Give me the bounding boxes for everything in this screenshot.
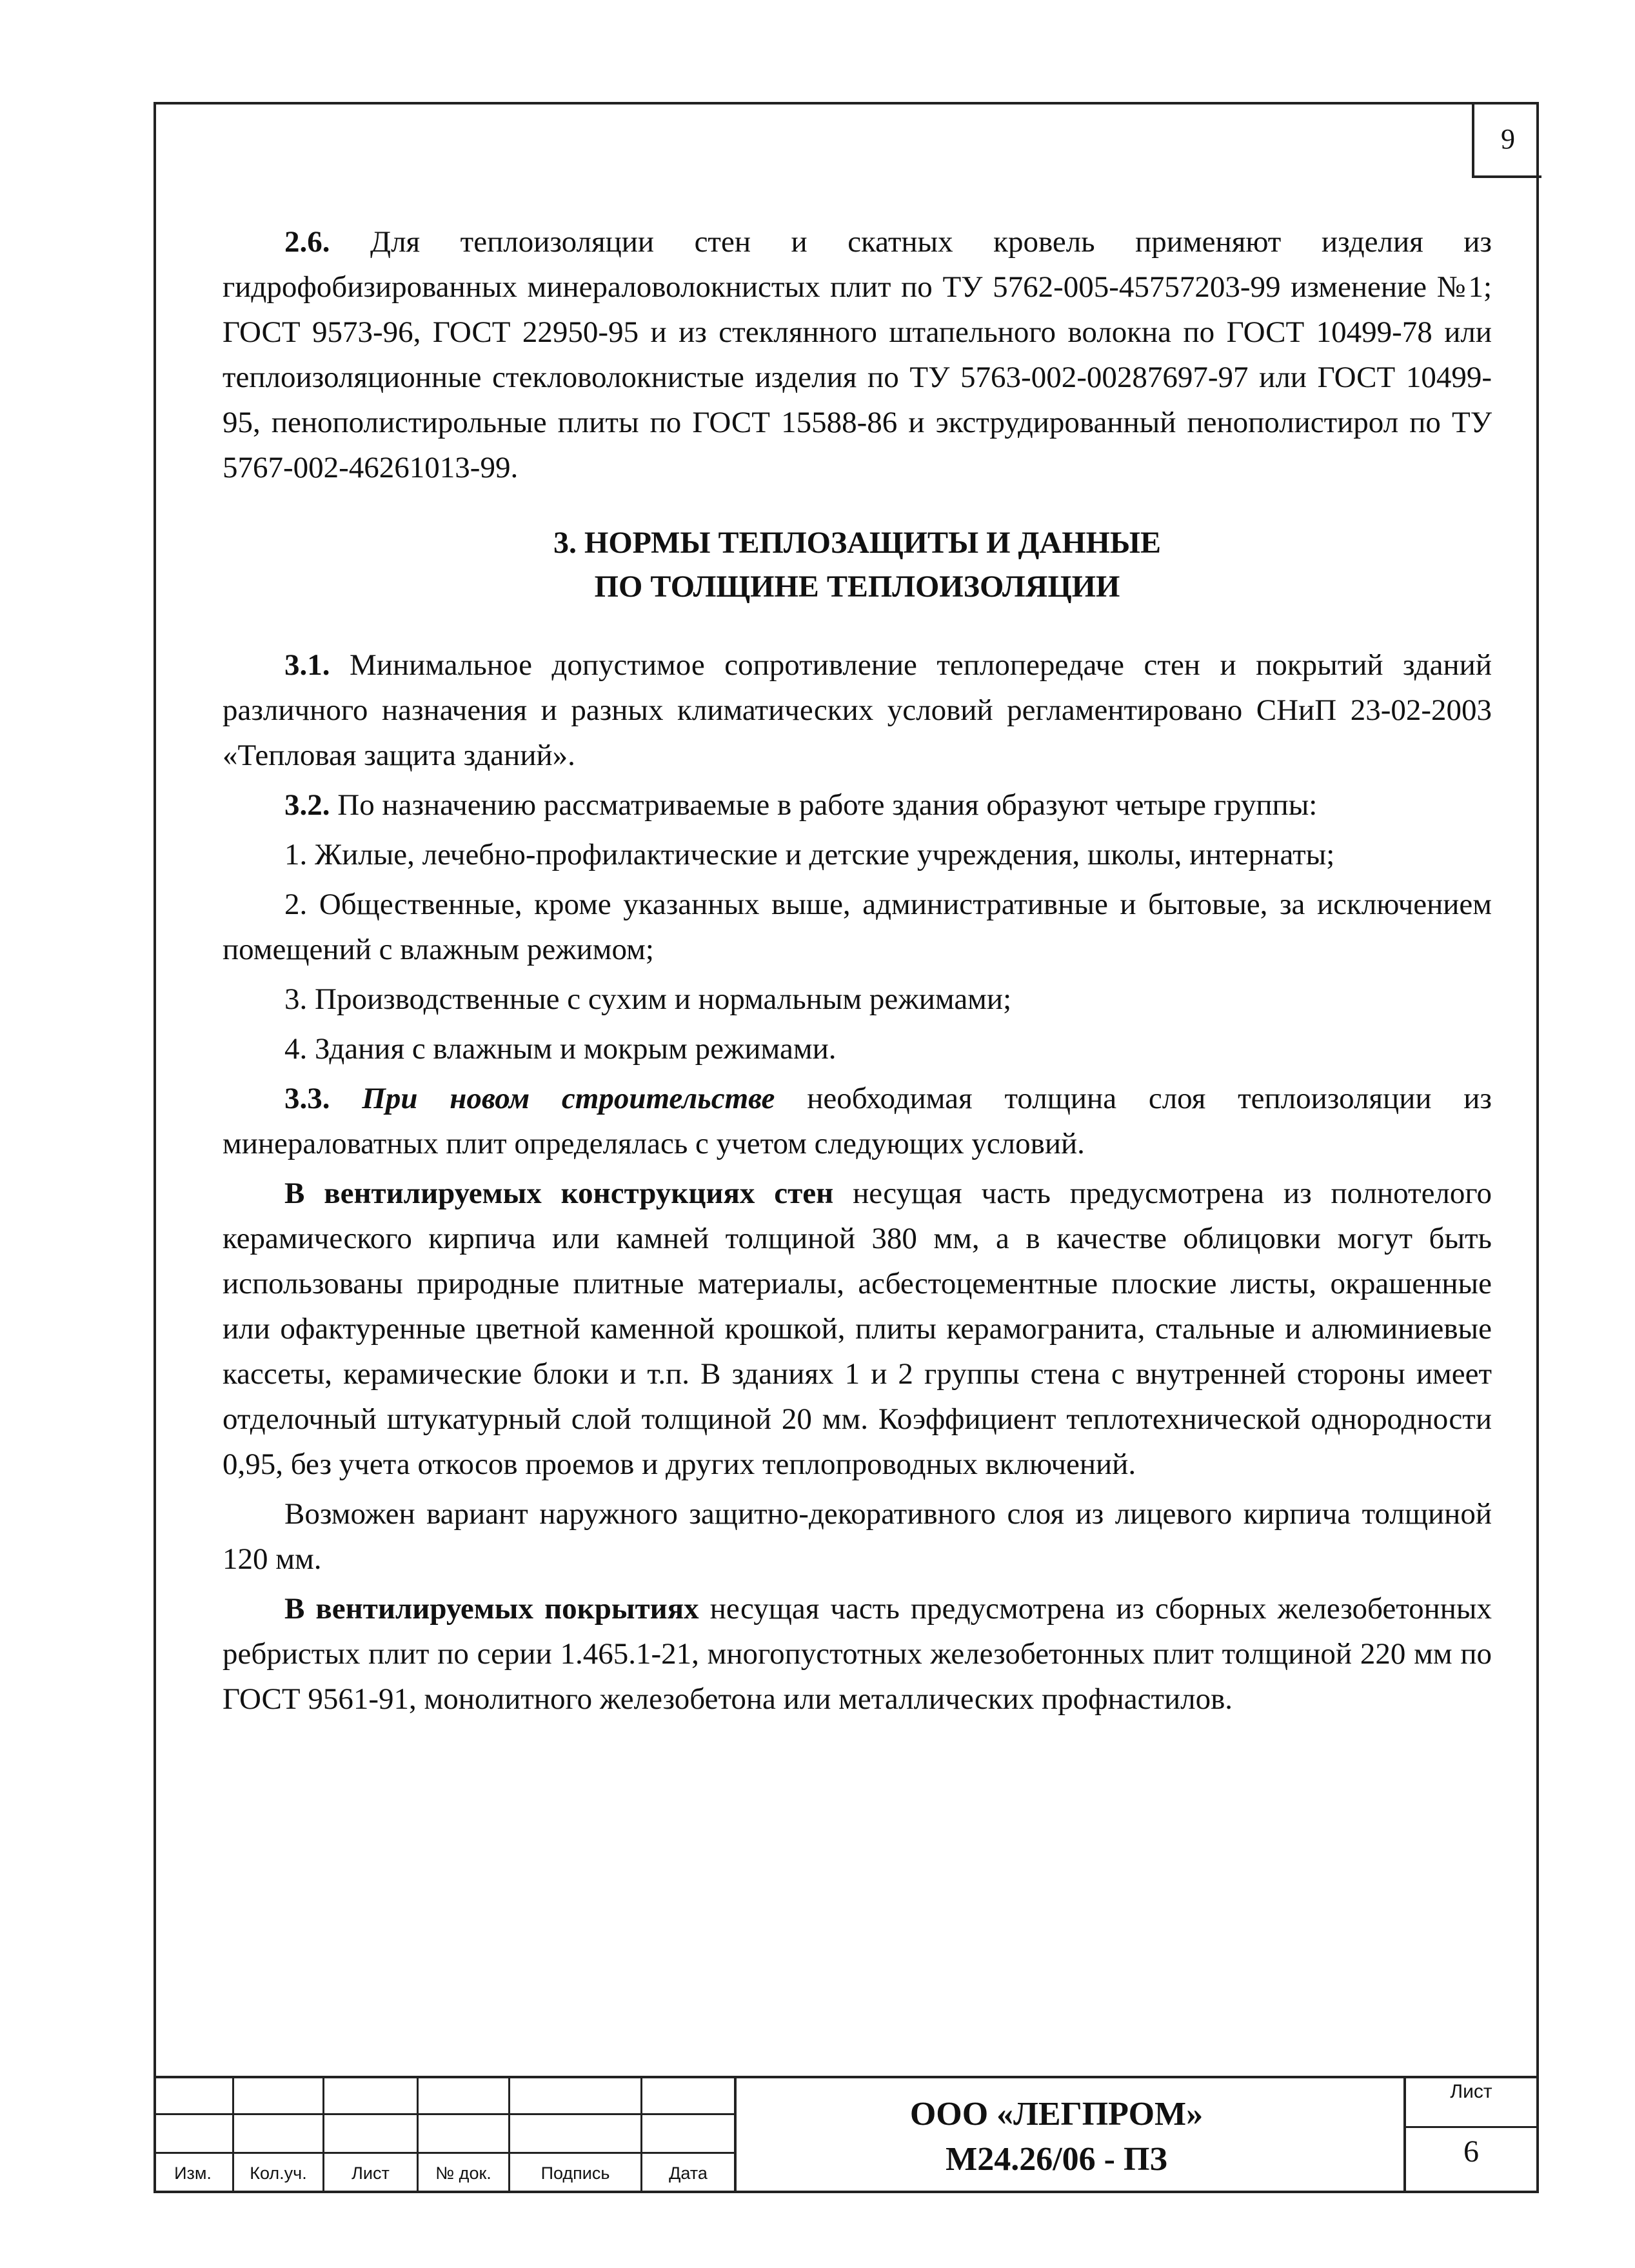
sheet-label: Лист (1450, 2081, 1492, 2102)
group-item: 1. Жилые, лечебно-профилактические и детские учреждения, школы, интернаты; (284, 838, 1335, 871)
group-item: 4. Здания с влажным и мокрым режимами. (284, 1032, 837, 1066)
page-number-text: 9 (1501, 123, 1515, 155)
bold-lead: В вентилируемых конструкциях стен (284, 1177, 834, 1210)
paragraph-text: Минимальное допустимое сопротивление теплопередаче стен и покрытий зданий различного назначения и разных климатических условий регламентировано СНиП 23-02-2003 «Тепловая защита зданий». (223, 648, 1492, 772)
paragraph-number: 3.3. (284, 1082, 330, 1115)
paragraph-number: 3.2. (284, 788, 330, 822)
heading-line: ПО ТОЛЩИНЕ ТЕПЛОИЗОЛЯЦИИ (594, 570, 1120, 604)
emphasis-text: При новом строительстве (362, 1082, 775, 1115)
document-body (223, 219, 1492, 1726)
paragraph-text: По назначению рассматриваемые в работе здания образуют четыре группы: (330, 788, 1318, 822)
title-block (154, 2076, 1539, 2193)
page-number (1472, 102, 1541, 178)
paragraph-walls (223, 1171, 1492, 1487)
paragraph-3-3 (223, 1076, 1492, 1166)
paragraph-text: несущая часть предусмотрена из полнотелого керамического кирпича или камней толщиной 380 мм, а в качестве облицовки могут быть использованы природные плитные материалы, асбестоцементные плоские листы, окрашенные или офактуренные цветной каменной крошкой, плиты керамогранита, стальные и алюминиевые кассеты, керамические блоки и т.п. В зданиях 1 и 2 группы стена с внутренней стороны имеет отделочный штукатурный слой толщиной 20 мм. Коэффициент теплотехнической однородности 0,95, без учета откосов проемов и других теплопроводных включений. (223, 1177, 1492, 1481)
paragraph-text: несущая часть предусмотрена из сборных железобетонных ребристых плит по серии 1.465.1-21, многопустотных железобетонных плит толщиной 220 мм по ГОСТ 9561-91, монолитного железобетона или металлических профнастилов. (223, 1592, 1492, 1716)
column-label: Кол.уч. (250, 2164, 307, 2183)
heading-line: 3. НОРМЫ ТЕПЛОЗАЩИТЫ И ДАННЫЕ (553, 526, 1162, 560)
paragraph-variant: Возможен вариант наружного защитно-декоративного слоя из лицевого кирпича толщиной 120 мм. (223, 1497, 1492, 1576)
paragraph-2-6 (223, 219, 1492, 490)
sheet-number: 6 (1463, 2134, 1479, 2169)
paragraph-number: 2.6. (284, 225, 330, 259)
paragraph-text: необходимая толщина слоя теплоизоляции из минераловатных плит определялась с учетом следующих условий. (223, 1082, 1492, 1160)
column-label: Лист (352, 2164, 390, 2183)
section-heading (223, 521, 1492, 609)
paragraph-3-1 (223, 642, 1492, 778)
organization-name: ООО «ЛЕГПРОМ» (909, 2096, 1204, 2133)
group-item: 2. Общественные, кроме указанных выше, административные и бытовые, за исключением помещений с влажным режимом; (223, 888, 1492, 966)
document-code: М24.26/06 - ПЗ (946, 2141, 1167, 2178)
paragraph-roofs (223, 1586, 1492, 1722)
group-item: 3. Производственные с сухим и нормальным режимами; (284, 982, 1012, 1016)
column-label: Дата (669, 2164, 708, 2183)
paragraph-number: 3.1. (284, 648, 330, 682)
column-label: № док. (435, 2164, 491, 2183)
bold-lead: В вентилируемых покрытиях (284, 1592, 699, 1626)
paragraph-3-2 (223, 782, 1492, 828)
paragraph-text: Для теплоизоляции стен и скатных кровель применяют изделия из гидрофобизированных минераловолокнистых плит по ТУ 5762-005-45757203-99 изменение №1; ГОСТ 9573-96, ГОСТ 22950-95 и из стеклянного штапельного волокна по ГОСТ 10499-78 или теплоизоляционные стекловолокнистые изделия по ТУ 5763-002-00287697-97 или ГОСТ 10499-95, пенополистирольные плиты по ГОСТ 15588-86 и экструдированный пенополистирол по ТУ 5767-002-46261013-99. (223, 225, 1492, 484)
column-label: Подпись (540, 2164, 610, 2183)
column-label: Изм. (174, 2164, 212, 2183)
